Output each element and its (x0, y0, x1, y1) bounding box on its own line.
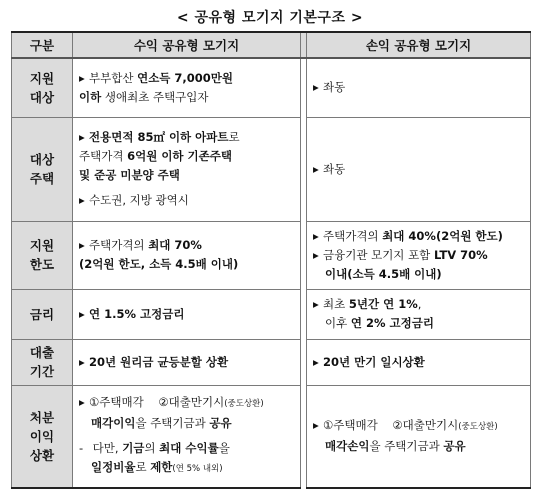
bullet-icon: ▸ (313, 247, 319, 262)
loss-house-cell: ▸ 좌동 (307, 117, 531, 221)
header-category: 구분 (12, 32, 73, 58)
table-header-row (12, 32, 531, 58)
bullet-icon: ▸ (79, 70, 85, 85)
row-label-target: 지원 대상 (12, 58, 73, 117)
bullet-icon: ▸ (79, 130, 85, 144)
bullet-icon: ▸ (313, 80, 319, 95)
header-loss-sharing: 손익 공유형 모기지 (307, 32, 531, 58)
table-row-house (12, 117, 531, 221)
table-row-limit (12, 221, 531, 289)
bullet-icon: ▸ (313, 354, 319, 369)
profit-rate-cell: ▸ 연 1.5% 고정금리 (73, 289, 301, 339)
table-row-rate (12, 289, 531, 339)
profit-term-cell: ▸ 20년 원리금 균등분할 상환 (73, 339, 301, 385)
bullet-icon: ▸ (313, 228, 319, 243)
bullet-icon: ▸ (79, 238, 85, 252)
table-row-term (12, 339, 531, 385)
bullet-icon: ▸ (79, 193, 85, 207)
row-label-limit: 지원 한도 (12, 221, 73, 289)
profit-limit-cell: ▸ 주택가격의 최대 70% (2억원 한도, 소득 4.5배 이내) (73, 221, 301, 289)
profit-house-cell: ▸ 전용면적 85㎡ 이하 아파트로 주택가격 6억원 이하 기존주택 및 준공 미분양 주택 ▸ 수도권, 지방 광역시 (73, 117, 301, 221)
loss-term-cell: ▸ 20년 만기 일시상환 (307, 339, 531, 385)
row-label-settlement: 처분 이익 상환 (12, 385, 73, 488)
row-label-house: 대상 주택 (12, 117, 73, 221)
profit-target-cell: ▸ 부부합산 연소득 7,000만원 이하 생애최초 주택구입자 (73, 58, 301, 117)
bullet-icon: ▸ (79, 395, 85, 410)
page-title: < 공유형 모기지 기본구조 > (176, 10, 364, 26)
loss-settlement-cell: ▸ ①주택매각 ②대출만기시(중도상환) 매각손익을 주택기금과 공유 (307, 385, 531, 488)
bullet-icon: ▸ (79, 306, 85, 321)
profit-settlement-cell: ▸ ①주택매각 ②대출만기시(중도상환) 매각이익을 주택기금과 공유 - 다만, 기금의 최대 수익률을 일정비율로 제한(연 5% 내외) (73, 385, 301, 488)
row-label-rate: 금리 (12, 289, 73, 339)
table-row-settlement (12, 385, 531, 488)
loss-rate-cell: ▸ 최초 5년간 연 1%, 이후 연 2% 고정금리 (307, 289, 531, 339)
header-profit-sharing: 수익 공유형 모기지 (73, 32, 301, 58)
dash-icon: - (79, 441, 84, 456)
loss-limit-cell: ▸ 주택가격의 최대 40%(2억원 한도) ▸ 금융기관 모기지 포함 LTV 70% 이내(소득 4.5배 이내) (307, 221, 531, 289)
row-label-term: 대출 기간 (12, 339, 73, 385)
bullet-icon: ▸ (313, 418, 319, 433)
bullet-icon: ▸ (313, 161, 319, 176)
bullet-icon: ▸ (313, 297, 319, 311)
table-row-target (12, 58, 531, 117)
loss-target-cell: ▸ 좌동 (307, 58, 531, 117)
mortgage-structure-table (11, 31, 531, 489)
bullet-icon: ▸ (79, 354, 85, 369)
